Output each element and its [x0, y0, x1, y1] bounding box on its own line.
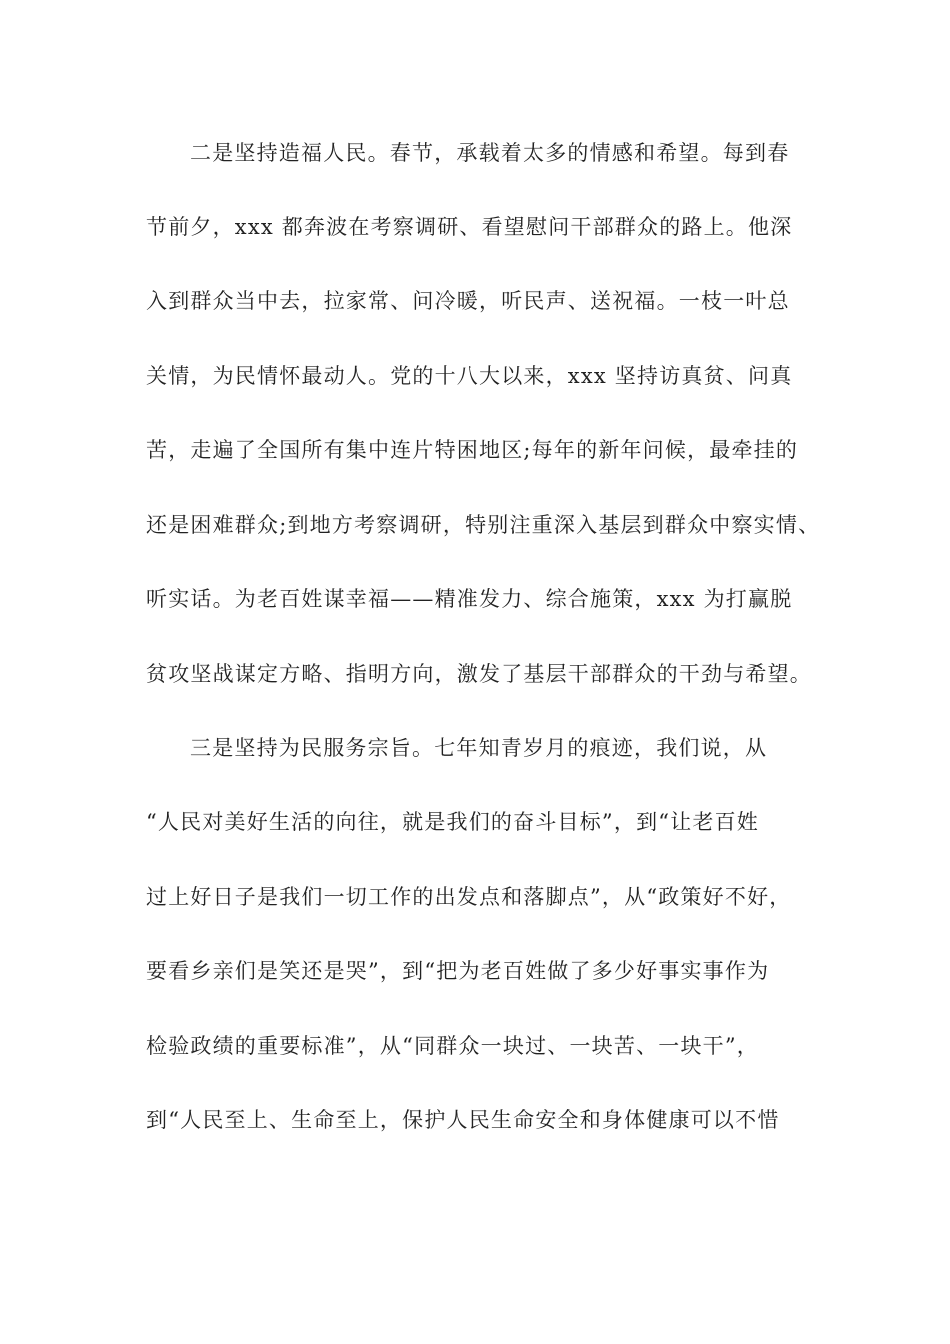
paragraph-1-line-8: 贫攻坚战谋定方略、指明方向，激发了基层干部群众的干劲与希望。 [146, 662, 812, 686]
paragraph-1-line-5: 苦，走遍了全国所有集中连片特困地区;每年的新年问候，最牵挂的 [146, 438, 799, 462]
paragraph-1-line-3: 入到群众当中去，拉家常、问冷暖，听民声、送祝福。一枝一叶总 [146, 289, 790, 313]
paragraph-2-line-6: 到“人民至上、生命至上，保护人民生命安全和身体健康可以不惜 [146, 1108, 780, 1132]
paragraph-2-line-4: 要看乡亲们是笑还是哭”，到“把为老百姓做了多少好事实事作为 [146, 959, 770, 983]
paragraph-2-line-1: 三是坚持为民服务宗旨。七年知青岁月的痕迹，我们说，从 [190, 736, 768, 760]
paragraph-1-line-7: 听实话。为老百姓谋幸福——精准发力、综合施策，xxx 为打赢脱 [146, 587, 793, 611]
paragraph-2-line-3: 过上好日子是我们一切工作的出发点和落脚点”，从“政策好不好， [146, 885, 792, 909]
paragraph-2-line-2: “人民对美好生活的向往，就是我们的奋斗目标”，到“让老百姓 [146, 810, 760, 834]
paragraph-1-line-4: 关情，为民情怀最动人。党的十八大以来，xxx 坚持访真贫、问真 [146, 364, 793, 388]
paragraph-2-line-5: 检验政绩的重要标准”，从“同群众一块过、一块苦、一块干”， [146, 1034, 760, 1058]
paragraph-1-line-2: 节前夕，xxx 都奔波在考察调研、看望慰问干部群众的路上。他深 [146, 215, 793, 239]
paragraph-1-line-6: 还是困难群众;到地方考察调研，特别注重深入基层到群众中察实情、 [146, 513, 821, 537]
paragraph-1-line-1: 二是坚持造福人民。春节，承载着太多的情感和希望。每到春 [190, 141, 790, 165]
